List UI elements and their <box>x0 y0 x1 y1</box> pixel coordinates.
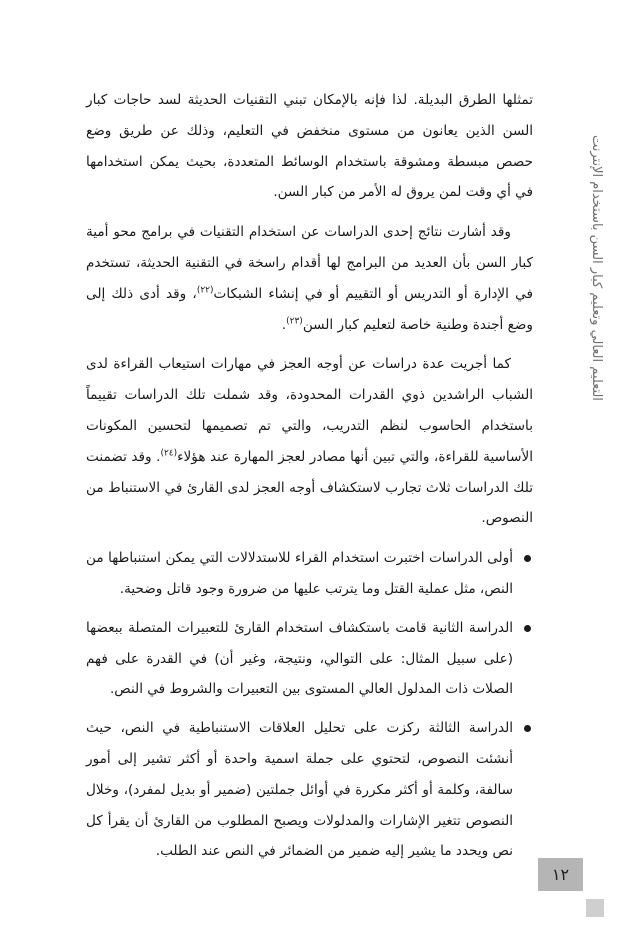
paragraph-2-text: وقد أشارت نتائج إحدى الدراسات عن استخدام التقنيات في برامج محو أمية كبار السن بأن العديد من البرامج لها أقدام راسخة في التقنية الحديثة، تستخدم في الإدارة أو التدريس أو التقييم أو في إنشاء الشبكات <box>86 224 533 302</box>
paragraph-2-end: . <box>281 316 287 333</box>
paragraph-3 <box>86 349 533 534</box>
bullet-dot-icon <box>524 725 531 732</box>
paragraph-3-text: كما أجريت عدة دراسات عن أوجه العجز في مهارات استيعاب القراءة لدى الشباب الراشدين ذوي القدرات المحدودة، وقد شملت تلك الدراسات تقييماً باستخدام الحاسوب لنظم التدريب، والتي تم تصميمها لتحسين المكونات الأساسية للقراءة، والتي تبين أنها مصادر لعجز المهارة عند هؤلاء <box>86 356 533 465</box>
paragraph-2 <box>86 217 533 340</box>
bullet-dot-icon <box>524 555 531 562</box>
list-item-text: الدراسة الثانية قامت باستكشاف استخدام القارئ للتعبيرات المتصلة ببعضها (على سبيل المثال: على التوالي، ونتيجة، وغير أن) في القدرة على فهم الصلات ذات المدلول العالي المستوى بين التعبيرات والشروط في النص. <box>86 619 513 698</box>
running-header: التعليم العالي وتعليم كبار السن باستخدام الإنترنت <box>589 134 604 401</box>
footnote-ref-23: (٢٣) <box>286 316 303 327</box>
paragraph-3-tail: . وقد تضمنت تلك الدراسات ثلاث تجارب لاستكشاف أوجه العجز لدى القارئ في الاستنباط من النصوص. <box>86 448 533 527</box>
bullet-dot-icon <box>524 625 531 632</box>
paragraph-1-text: تمثلها الطرق البديلة. لذا فإنه بالإمكان تبني التقنيات الحديثة لسد حاجات كبار السن الذين يعانون من مستوى منخفض في التعليم، وذلك عن طريق وضع حصص مبسطة ومشوقة باستخدام الوسائط المتعددة، بحيث يمكن استخدامها في أي وقت لمن يروق له الأمر من كبار السن. <box>86 92 533 201</box>
footnote-ref-22: (٢٢) <box>196 285 214 296</box>
page-number: ١٢ <box>551 865 570 884</box>
studies-list <box>86 543 533 867</box>
running-header-band <box>585 90 608 445</box>
paragraph-2-tail: ، وقد أدى ذلك إلى وضع أجندة وطنية خاصة لتعليم كبار السن <box>86 285 533 333</box>
footnote-ref-24: (٢٤) <box>160 448 178 459</box>
list-item-text: أولى الدراسات اختبرت استخدام القراء للاستدلالات التي يمكن استنباطها من النص، مثل عملية القتل وما يترتب عليها من ضرورة وجود قاتل وضحية. <box>86 550 513 597</box>
list-item-text: الدراسة الثالثة ركزت على تحليل العلاقات الاستنباطية في النص، حيث أنشئت النصوص، لتحتوي على جملة اسمية واحدة أو أكثر تشير إلى أمور سالفة، وكلمة أو أكثر مكررة في أوائل جملتين (ضمير أو بديل لمفرد)، وخلال النصوص تتغير الإشارات والمدلولات ويصبح المطلوب من القارئ أن يقرأ كل نص ويحدد ما يشير إليه ضمير من الضمائر في النص عند الطلب. <box>86 720 513 860</box>
list-item <box>86 543 533 605</box>
list-item <box>86 613 533 705</box>
paragraph-1 <box>86 85 533 208</box>
main-text <box>86 85 533 875</box>
corner-square-decoration <box>586 899 604 917</box>
page-number-box <box>538 858 583 891</box>
list-item <box>86 713 533 867</box>
